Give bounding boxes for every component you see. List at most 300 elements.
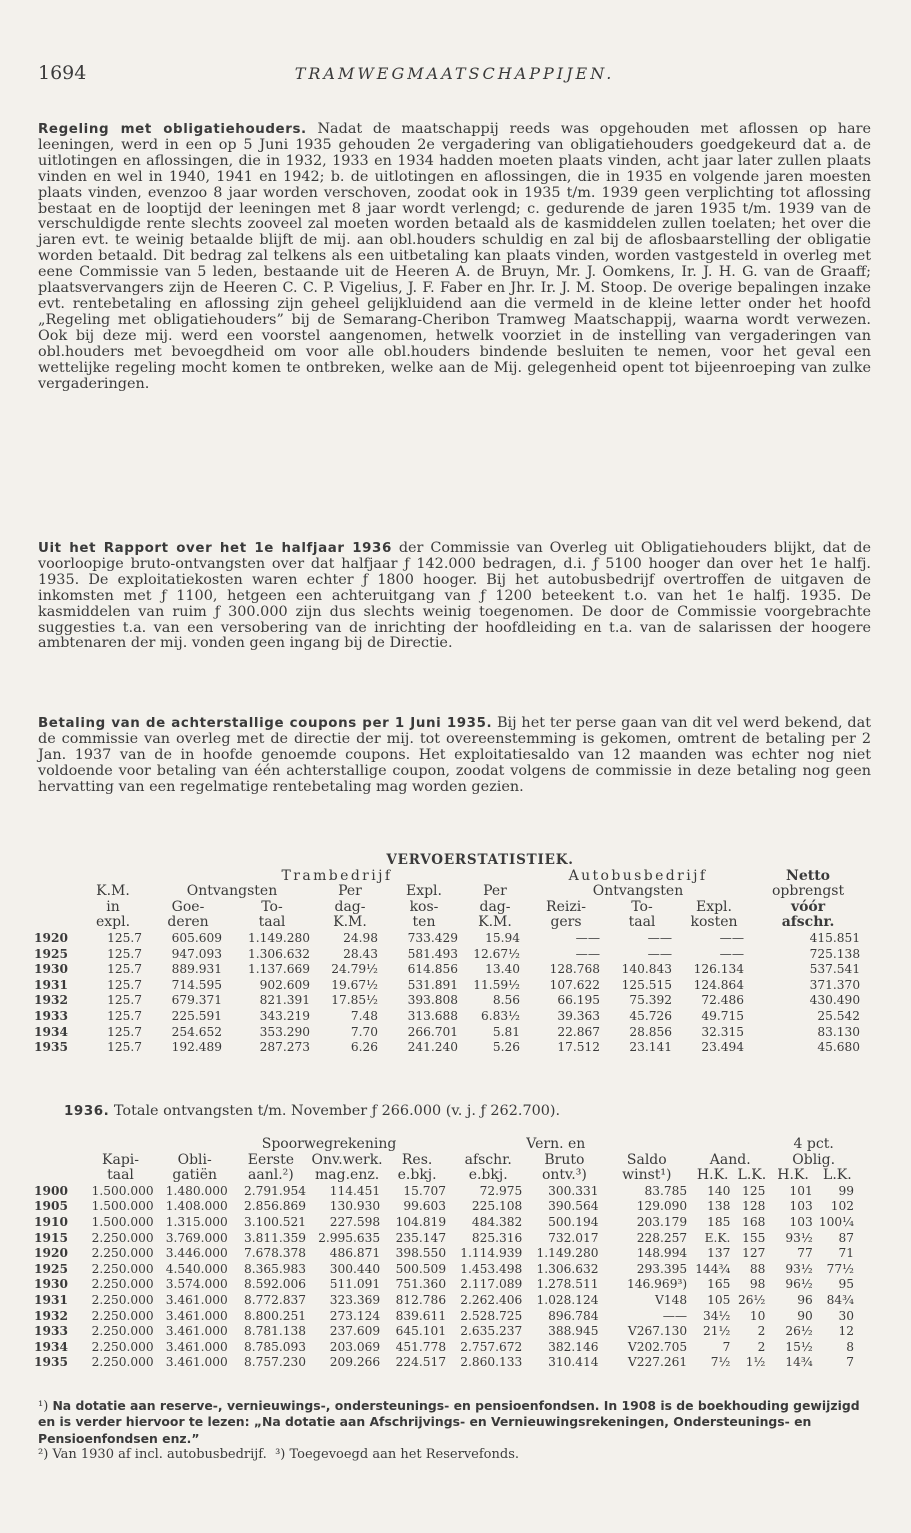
table-cell: 34½ [703, 1308, 731, 1323]
table-cell: 839.611 [395, 1308, 447, 1323]
table-cell: 7.678.378 [243, 1246, 307, 1261]
table-cell: 45.680 [817, 1040, 861, 1055]
table-cell: 125.7 [107, 1008, 142, 1023]
table-cell: 1.149.280 [536, 1246, 599, 1261]
table-cell: 125.7 [107, 993, 142, 1008]
column-header: in [106, 898, 120, 915]
column-header: afschr. [781, 914, 835, 931]
table-row [34, 1246, 858, 1262]
table-cell: —— [575, 946, 600, 961]
column-header: Oblig. [792, 1151, 836, 1168]
table-cell: 500.509 [395, 1261, 447, 1276]
year-cell: 1930 [34, 1277, 68, 1292]
table-cell: 293.395 [636, 1261, 688, 1276]
table-cell: 2 [757, 1339, 766, 1354]
table-row [34, 1355, 858, 1371]
column-header: deren [167, 914, 209, 931]
table-cell: 1.453.498 [460, 1261, 523, 1276]
table-cell: 3.100.521 [243, 1214, 307, 1229]
table-cell: 96½ [785, 1277, 813, 1292]
table-cell: 266.701 [407, 1024, 458, 1039]
table-cell: 2.250.000 [91, 1355, 154, 1370]
footnote-text: Na dotatie aan reserve-, vernieuwings-, ondersteunings- en pensioenfondsen. In 1908 is de boekhouding gewijzigd en is verder hiervoor te lezen: „Na dotatie aan Afschrijvings- en Vernieuwingsrekeningen, Ondersteunings- en Pensioenfondsen enz.” [38, 1398, 860, 1446]
table-cell: 15.94 [485, 930, 520, 945]
table-cell: 107.622 [549, 977, 600, 992]
table-cell: 614.856 [407, 962, 458, 977]
year-cell: 1920 [34, 930, 68, 945]
table-cell: 144¾ [695, 1261, 731, 1276]
column-header: ten [412, 914, 436, 931]
table-cell: 2.250.000 [91, 1277, 154, 1292]
column-header: dag- [334, 898, 366, 915]
table-row [34, 1184, 858, 1200]
table-cell: 323.369 [329, 1292, 381, 1307]
table-cell: 155 [742, 1230, 766, 1245]
year-cell: 1934 [34, 1339, 68, 1354]
table-row [34, 1215, 858, 1231]
table-cell: 393.808 [407, 993, 458, 1008]
column-header: L.K. [823, 1167, 852, 1184]
table-cell: 415.851 [809, 930, 861, 945]
table-cell: 126.134 [693, 962, 744, 977]
table-cell: 15½ [785, 1339, 813, 1354]
table-row [34, 1040, 866, 1056]
table-cell: 99.603 [403, 1199, 447, 1214]
table-cell: 127 [742, 1246, 766, 1261]
table-cell: 1.306.632 [247, 946, 310, 961]
spoor-rows [34, 1184, 858, 1371]
column-header: Saldo [626, 1151, 667, 1168]
table-cell: 7½ [710, 1355, 731, 1370]
column-header: gatiën [172, 1167, 218, 1184]
table-cell: 77 [797, 1246, 813, 1261]
table-cell: 125.7 [107, 930, 142, 945]
table-cell: 13.40 [485, 962, 520, 977]
year-cell: 1910 [34, 1214, 68, 1229]
table-cell: 8 [846, 1339, 854, 1354]
table-cell: 25.542 [817, 1008, 861, 1023]
group-vern: Vern. en [526, 1136, 586, 1152]
table-cell: 5.81 [492, 1024, 520, 1039]
table-cell: —— [647, 946, 672, 961]
table-cell: 235.147 [395, 1230, 447, 1245]
table-cell: 3.574.000 [165, 1277, 228, 1292]
footnotes [38, 1398, 871, 1463]
table-cell: 947.093 [171, 946, 222, 961]
column-header: H.K. [777, 1167, 809, 1184]
table-cell: 1.137.669 [247, 962, 310, 977]
paragraph-lead: Regeling met obligatiehouders. [38, 122, 307, 137]
paragraph-text: Nadat de maatschappij reeds was opgehouden met aflossen op hare leeningen, werd in een op 5 Juni 1935 gehouden 2e vergadering van obligatiehouders goedgekeurd dat a. de uitlotingen en aflossingen, die in 1932, 1933 en 1934 hadden moeten plaats vinden, acht jaar later zullen plaats vinden en wel in 1940, 1941 en 1942; b. de uitlotingen en aflossingen, die in 1935 en volgende jaren moesten plaats vinden, evenzoo 8 jaar worden verschoven, zoodat ook in 1935 t/m. 1939 geen verplichting tot aflossing bestaat en de looptijd der leeningen met 8 jaar wordt verlengd; c. gedurende de jaren 1935 t/m. 1939 van de verschuldigde rente slechts zooveel zal moeten worden betaald als de kasmiddelen zullen toelaten; het over die jaren evt. te weinig betaalde blijft de mij. aan obl.houders schuldig en zal bij de aflosbaarstelling der obligatie worden betaald. Dit bedrag zal telkens als een uitbetaling kan plaats vinden, worden vastgesteld in overleg met eene Commissie van 5 leden, bestaande uit de Heeren A. de Bruyn, Mr. J. Oomkens, Ir. J. H. G. van de Graaff; plaatsvervangers zijn de Heeren C. C. P. Vigelius, J. F. Faber en Jhr. Ir. J. M. Stoop. De overige bepalingen inzake evt. rentebetaling en aflossing zijn geheel gelijkluidend aan die vermeld in de kleine letter onder het hoofd „Regeling met obligatiehouders” bij de Semarang-Cheribon Tramweg Maatschappij, waarna wordt verwezen. Ook bij deze mij. werd een voorstel aangenomen, hetwelk voorziet in de instelling van vergaderingen van obl.houders met bevoegdheid om voor alle obl.houders bindende besluiten te nemen, voor het geval een wettelijke regeling mocht komen te ontbreken, welke aan de Mij. gelegenheid opent tot bijeenroeping van zulke vergaderingen. [38, 121, 871, 392]
table-cell: 605.609 [171, 930, 222, 945]
table-cell: 140.843 [621, 962, 672, 977]
table-cell: 3.461.000 [165, 1308, 228, 1323]
column-header: Per [338, 883, 362, 900]
table-cell: 902.609 [259, 977, 310, 992]
table-cell: 84¾ [826, 1292, 854, 1307]
column-header: K.M. [333, 914, 367, 931]
page-header [38, 62, 871, 92]
column-header: kos- [409, 898, 439, 915]
table-cell: 8.781.138 [243, 1324, 307, 1339]
year-cell: 1932 [34, 993, 68, 1008]
table-cell: 300.331 [548, 1183, 599, 1198]
table-cell: 2.528.725 [460, 1308, 523, 1323]
table-cell: 8.592.006 [243, 1277, 307, 1292]
table-cell: 93½ [785, 1230, 813, 1245]
column-header: Obli- [177, 1151, 212, 1168]
table-cell: —— [719, 946, 744, 961]
table-cell: 1.028.124 [536, 1292, 599, 1307]
table-cell: 825.316 [471, 1230, 523, 1245]
table-cell: 125.7 [107, 1040, 142, 1055]
year-cell: 1934 [34, 1024, 68, 1039]
table-cell: 49.715 [701, 1008, 744, 1023]
table-cell: 2 [757, 1324, 766, 1339]
table-cell: —— [719, 930, 744, 945]
table-cell: 102 [830, 1199, 854, 1214]
table-cell: 3.769.000 [165, 1230, 228, 1245]
table-cell: 537.541 [809, 962, 861, 977]
table-cell: 28.856 [629, 1024, 672, 1039]
table-cell: 511.091 [329, 1277, 381, 1292]
table-cell: 2.262.406 [460, 1292, 523, 1307]
table-row [34, 1231, 858, 1247]
table-row [34, 1340, 858, 1356]
table-cell: 125.7 [107, 1024, 142, 1039]
table-cell: 130.930 [329, 1199, 381, 1214]
table-cell: 254.652 [171, 1024, 222, 1039]
table-cell: —— [647, 930, 672, 945]
paragraph-rapport [38, 541, 871, 652]
table-cell: 7 [846, 1355, 854, 1370]
table-cell: 353.290 [259, 1024, 310, 1039]
table-cell: 725.138 [809, 946, 861, 961]
table-cell: 2.856.869 [243, 1199, 307, 1214]
table-cell: 77½ [826, 1261, 854, 1276]
table-cell: 430.490 [809, 993, 861, 1008]
table-cell: 168 [742, 1214, 766, 1229]
table-cell: 732.017 [548, 1230, 599, 1245]
table-cell: 17.85½ [331, 993, 378, 1008]
table-cell: 15.707 [403, 1183, 447, 1198]
table-cell: 12.67½ [473, 946, 520, 961]
table-cell: 7.70 [350, 1024, 378, 1039]
column-header: vóór [790, 898, 826, 915]
table-cell: 125 [742, 1183, 766, 1198]
table-cell: 12 [838, 1324, 854, 1339]
table-cell: 2.757.672 [460, 1339, 523, 1354]
table-cell: 343.219 [259, 1008, 310, 1023]
table-cell: 21½ [703, 1324, 731, 1339]
table-cell: 889.931 [171, 962, 222, 977]
column-header: afschr. [464, 1151, 512, 1168]
group-trambedrijf: Trambedrijf [281, 867, 393, 884]
table-cell: 26½ [738, 1292, 766, 1307]
column-header: dag- [479, 898, 511, 915]
column-header: K.M. [96, 883, 130, 900]
table-cell: 103 [789, 1214, 813, 1229]
table-cell: 209.266 [329, 1355, 381, 1370]
year-cell: 1900 [34, 1183, 68, 1198]
year-cell: 1932 [34, 1308, 68, 1323]
paragraph-text: der Commissie van Overleg uit Obligatiehouders blijkt, dat de voorloopige bruto-ontvangsten over dat halfjaar ƒ 142.000 bedragen, d.i. ƒ 5100 hooger dan over het 1e halfj. 1935. De exploitatiekosten waren echter ƒ 1800 hooger. Bij het autobusbedrijf overtroffen de uitgaven de inkomsten met ƒ 1100, hetgeen een achteruitgang van ƒ 1200 beteekent t.o. van het 1e halfj. 1935. De kasmiddelen van ruim ƒ 300.000 zijn dus slechts weinig toegenomen. De door de Commissie voorgebrachte suggesties t.a. van een versobering van de inrichting der hoofdleiding en t.a. van de salarissen der hoogere ambtenaren der mij. vonden geen ingang bij de Directie. [38, 540, 871, 652]
line-1936-lead: 1936. [64, 1104, 110, 1119]
year-cell: 1931 [34, 977, 68, 992]
column-header: Onv.werk. [311, 1151, 383, 1168]
column-header: K.M. [478, 914, 512, 931]
table-cell: 125.7 [107, 962, 142, 977]
column-header: H.K. [696, 1167, 729, 1184]
column-header: taal [258, 914, 286, 931]
column-header: Ontvangsten [592, 883, 684, 900]
table-cell: 310.414 [548, 1355, 599, 1370]
group-netto: Netto [786, 867, 831, 884]
table-cell: 1.500.000 [91, 1214, 154, 1229]
table-cell: 3.461.000 [165, 1355, 228, 1370]
table-row [34, 1293, 858, 1309]
table-cell: 28.43 [343, 946, 378, 961]
column-header: Bruto [544, 1151, 585, 1168]
table-cell: 203.179 [636, 1214, 688, 1229]
year-cell: 1933 [34, 1324, 68, 1339]
table-cell: 72.975 [479, 1183, 523, 1198]
table-row [34, 1009, 866, 1025]
year-cell: 1905 [34, 1199, 68, 1214]
table-cell: 896.784 [548, 1308, 599, 1323]
table-cell: 23.494 [701, 1040, 744, 1055]
table-cell: 300.440 [329, 1261, 381, 1276]
table-cell: 1½ [745, 1355, 766, 1370]
year-cell: 1933 [34, 1008, 68, 1023]
line-1936-text: Totale ontvangsten t/m. November ƒ 266.000 (v. j. ƒ 262.700). [109, 1103, 561, 1119]
column-header: Kapi- [102, 1151, 139, 1168]
table-cell: 129.090 [636, 1199, 688, 1214]
table-row [34, 1262, 858, 1278]
table-cell: 8.800.251 [243, 1308, 307, 1323]
table-row [34, 993, 866, 1009]
table-cell: 2.791.954 [243, 1183, 307, 1198]
table-cell: 4.540.000 [165, 1261, 228, 1276]
column-header: opbrengst [771, 883, 845, 900]
table-cell: 66.195 [557, 993, 600, 1008]
table-cell: 125.515 [621, 977, 672, 992]
column-header: Expl. [405, 883, 442, 900]
year-cell: 1930 [34, 962, 68, 977]
table-cell: 98 [749, 1277, 766, 1292]
table-cell: 105 [707, 1292, 731, 1307]
table-cell: 1.149.280 [247, 930, 310, 945]
table-cell: 203.069 [329, 1339, 381, 1354]
column-header: taal [107, 1167, 134, 1184]
table-cell: 95 [838, 1277, 854, 1292]
table-cell: 241.240 [407, 1040, 458, 1055]
table-cell: 227.598 [329, 1214, 381, 1229]
paragraph-betaling [38, 716, 871, 796]
table-cell: 821.391 [259, 993, 310, 1008]
table-cell: 8.365.983 [243, 1261, 307, 1276]
table-cell: 1.500.000 [91, 1183, 154, 1198]
table-cell: 451.778 [395, 1339, 447, 1354]
column-header: taal [628, 914, 656, 931]
table-cell: 3.461.000 [165, 1339, 228, 1354]
column-header: Aand. [709, 1151, 751, 1168]
table-cell: 2.250.000 [91, 1292, 154, 1307]
column-header: Per [483, 883, 507, 900]
table-cell: 2.250.000 [91, 1308, 154, 1323]
page-number: 1694 [38, 62, 87, 84]
table-cell: 751.360 [395, 1277, 447, 1292]
table-cell: 645.101 [395, 1324, 447, 1339]
table-cell: 1.315.000 [165, 1214, 228, 1229]
table-cell: 23.141 [629, 1040, 672, 1055]
column-header: expl. [95, 914, 131, 931]
table-cell: 225.108 [471, 1199, 523, 1214]
column-header: To- [261, 898, 283, 915]
table-cell: 138 [707, 1199, 731, 1214]
table-cell: 75.392 [629, 993, 672, 1008]
table-cell: 224.517 [395, 1355, 447, 1370]
table-cell: 812.786 [395, 1292, 447, 1307]
table-cell: 72.486 [701, 993, 744, 1008]
table-cell: 14¾ [785, 1355, 813, 1370]
table-cell: 3.811.359 [243, 1230, 307, 1245]
group-spoorwegrekening: Spoorwegrekening [261, 1136, 397, 1152]
table-cell: 2.250.000 [91, 1339, 154, 1354]
table-cell: 228.257 [636, 1230, 688, 1245]
table-cell: 10 [749, 1308, 766, 1323]
year-cell: 1935 [34, 1355, 68, 1370]
table-cell: 114.451 [329, 1183, 381, 1198]
footnote-mark: ³) [275, 1447, 286, 1463]
table-cell: 5.26 [492, 1040, 520, 1055]
table-cell: 137 [707, 1246, 731, 1261]
table-cell: 140 [707, 1183, 731, 1198]
table-cell: 32.315 [701, 1024, 744, 1039]
footnote-text: Toegevoegd aan het Reservefonds. [289, 1447, 519, 1463]
table-cell: 679.371 [171, 993, 222, 1008]
column-header: To- [631, 898, 653, 915]
table-cell: 71 [838, 1246, 854, 1261]
table-cell: 2.250.000 [91, 1246, 154, 1261]
table-row [34, 962, 866, 978]
column-header: L.K. [737, 1167, 767, 1184]
table-cell: 128 [742, 1199, 766, 1214]
table-cell: V148 [655, 1292, 688, 1307]
column-header: e.bkj. [397, 1167, 437, 1184]
table-cell: 8.56 [492, 993, 520, 1008]
table-cell: 192.489 [171, 1040, 222, 1055]
table-cell: 128.768 [549, 962, 600, 977]
table-cell: 531.891 [407, 977, 458, 992]
table-row [34, 1324, 858, 1340]
table-cell: 714.595 [171, 977, 222, 992]
table-cell: 2.250.000 [91, 1261, 154, 1276]
table-cell: 1.500.000 [91, 1199, 154, 1214]
table-cell: 388.945 [548, 1324, 599, 1339]
table-cell: 313.688 [407, 1008, 458, 1023]
table-cell: 3.446.000 [165, 1246, 228, 1261]
year-cell: 1925 [34, 1261, 68, 1276]
paragraph-lead: Betaling van de achterstallige coupons per 1 Juni 1935. [38, 716, 493, 731]
table-cell: 2.995.635 [318, 1230, 381, 1245]
table-cell: —— [575, 930, 600, 945]
column-header: Goe- [171, 898, 205, 915]
table-cell: 1.306.632 [536, 1261, 599, 1276]
vervoer-statistiek-table [34, 853, 866, 1056]
column-header: Res. [401, 1151, 433, 1168]
table-cell: 398.550 [395, 1246, 447, 1261]
table-cell: 7.48 [350, 1008, 378, 1023]
table-cell: 88 [749, 1261, 766, 1276]
table-cell: 90 [797, 1308, 813, 1323]
table-cell: V202.705 [627, 1339, 688, 1354]
table-cell: 83.130 [817, 1024, 861, 1039]
table-cell: 24.98 [343, 930, 378, 945]
table-cell: 39.363 [557, 1008, 600, 1023]
column-header: Expl. [695, 898, 732, 915]
column-header: mag.enz. [315, 1167, 380, 1184]
table-row [34, 1025, 866, 1041]
table-cell: 100¼ [818, 1214, 854, 1229]
table-cell: 96 [797, 1292, 813, 1307]
paragraph-obligatiehouders [38, 122, 871, 392]
table-cell: 287.273 [259, 1040, 310, 1055]
table-cell: 225.591 [171, 1008, 222, 1023]
table-cell: 87 [838, 1230, 854, 1245]
table-row [34, 1199, 858, 1215]
paragraph-lead: Uit het Rapport over het 1e halfjaar 1936 [38, 541, 392, 556]
table-cell: 8.772.837 [243, 1292, 307, 1307]
footnote-1 [38, 1398, 871, 1447]
footnote-2-3 [38, 1447, 871, 1462]
table-cell: 24.79½ [331, 962, 378, 977]
year-cell: 1931 [34, 1292, 68, 1307]
table-cell: 6.26 [350, 1040, 378, 1055]
year-cell: 1925 [34, 946, 68, 961]
table-cell: 733.429 [407, 930, 458, 945]
column-header: gers [550, 914, 582, 931]
table-cell: 22.867 [557, 1024, 600, 1039]
table-cell: 99 [838, 1183, 854, 1198]
column-header: winst¹) [622, 1167, 672, 1184]
table-cell: 273.124 [329, 1308, 381, 1323]
table-cell: 581.493 [407, 946, 458, 961]
table-row [34, 1309, 858, 1325]
table-cell: 6.83½ [481, 1008, 520, 1023]
table-cell: 165 [707, 1277, 731, 1292]
table-cell: 83.785 [644, 1183, 688, 1198]
table-cell: 1.278.511 [536, 1277, 599, 1292]
table-cell: 101 [789, 1183, 813, 1198]
table-row [34, 1277, 858, 1293]
paragraph-text: Bij het ter perse gaan van dit vel werd bekend, dat de commissie van overleg met de directie der mij. tot overeenstemming is gekomen, omtrent de betaling per 2 Jan. 1937 van de in hoofde genoemde coupons. Het exploitatiesaldo van 12 maanden was echter nog niet voldoende voor betaling van één achterstallige coupon, zoodat volgens de commissie in deze betaling nog geen hervatting van een regelmatige rentebetaling mag worden gezien. [38, 715, 871, 795]
group-autobusbedrijf: Autobusbedrijf [568, 867, 708, 884]
table-cell: 8.785.093 [243, 1339, 307, 1354]
spoorwegrekening-table [34, 1137, 858, 1371]
table-cell: 237.609 [329, 1324, 381, 1339]
table-cell: 124.864 [693, 977, 744, 992]
footnote-mark: ²) [38, 1447, 49, 1463]
table-cell: 26½ [785, 1324, 813, 1339]
table-cell: 3.461.000 [165, 1324, 228, 1339]
year-cell: 1920 [34, 1246, 68, 1261]
table-cell: 8.757.230 [243, 1355, 307, 1370]
table-cell: 125.7 [107, 977, 142, 992]
line-1936 [64, 1103, 560, 1119]
table-cell: 103 [789, 1199, 813, 1214]
table-title: VERVOERSTATISTIEK. [386, 852, 574, 868]
